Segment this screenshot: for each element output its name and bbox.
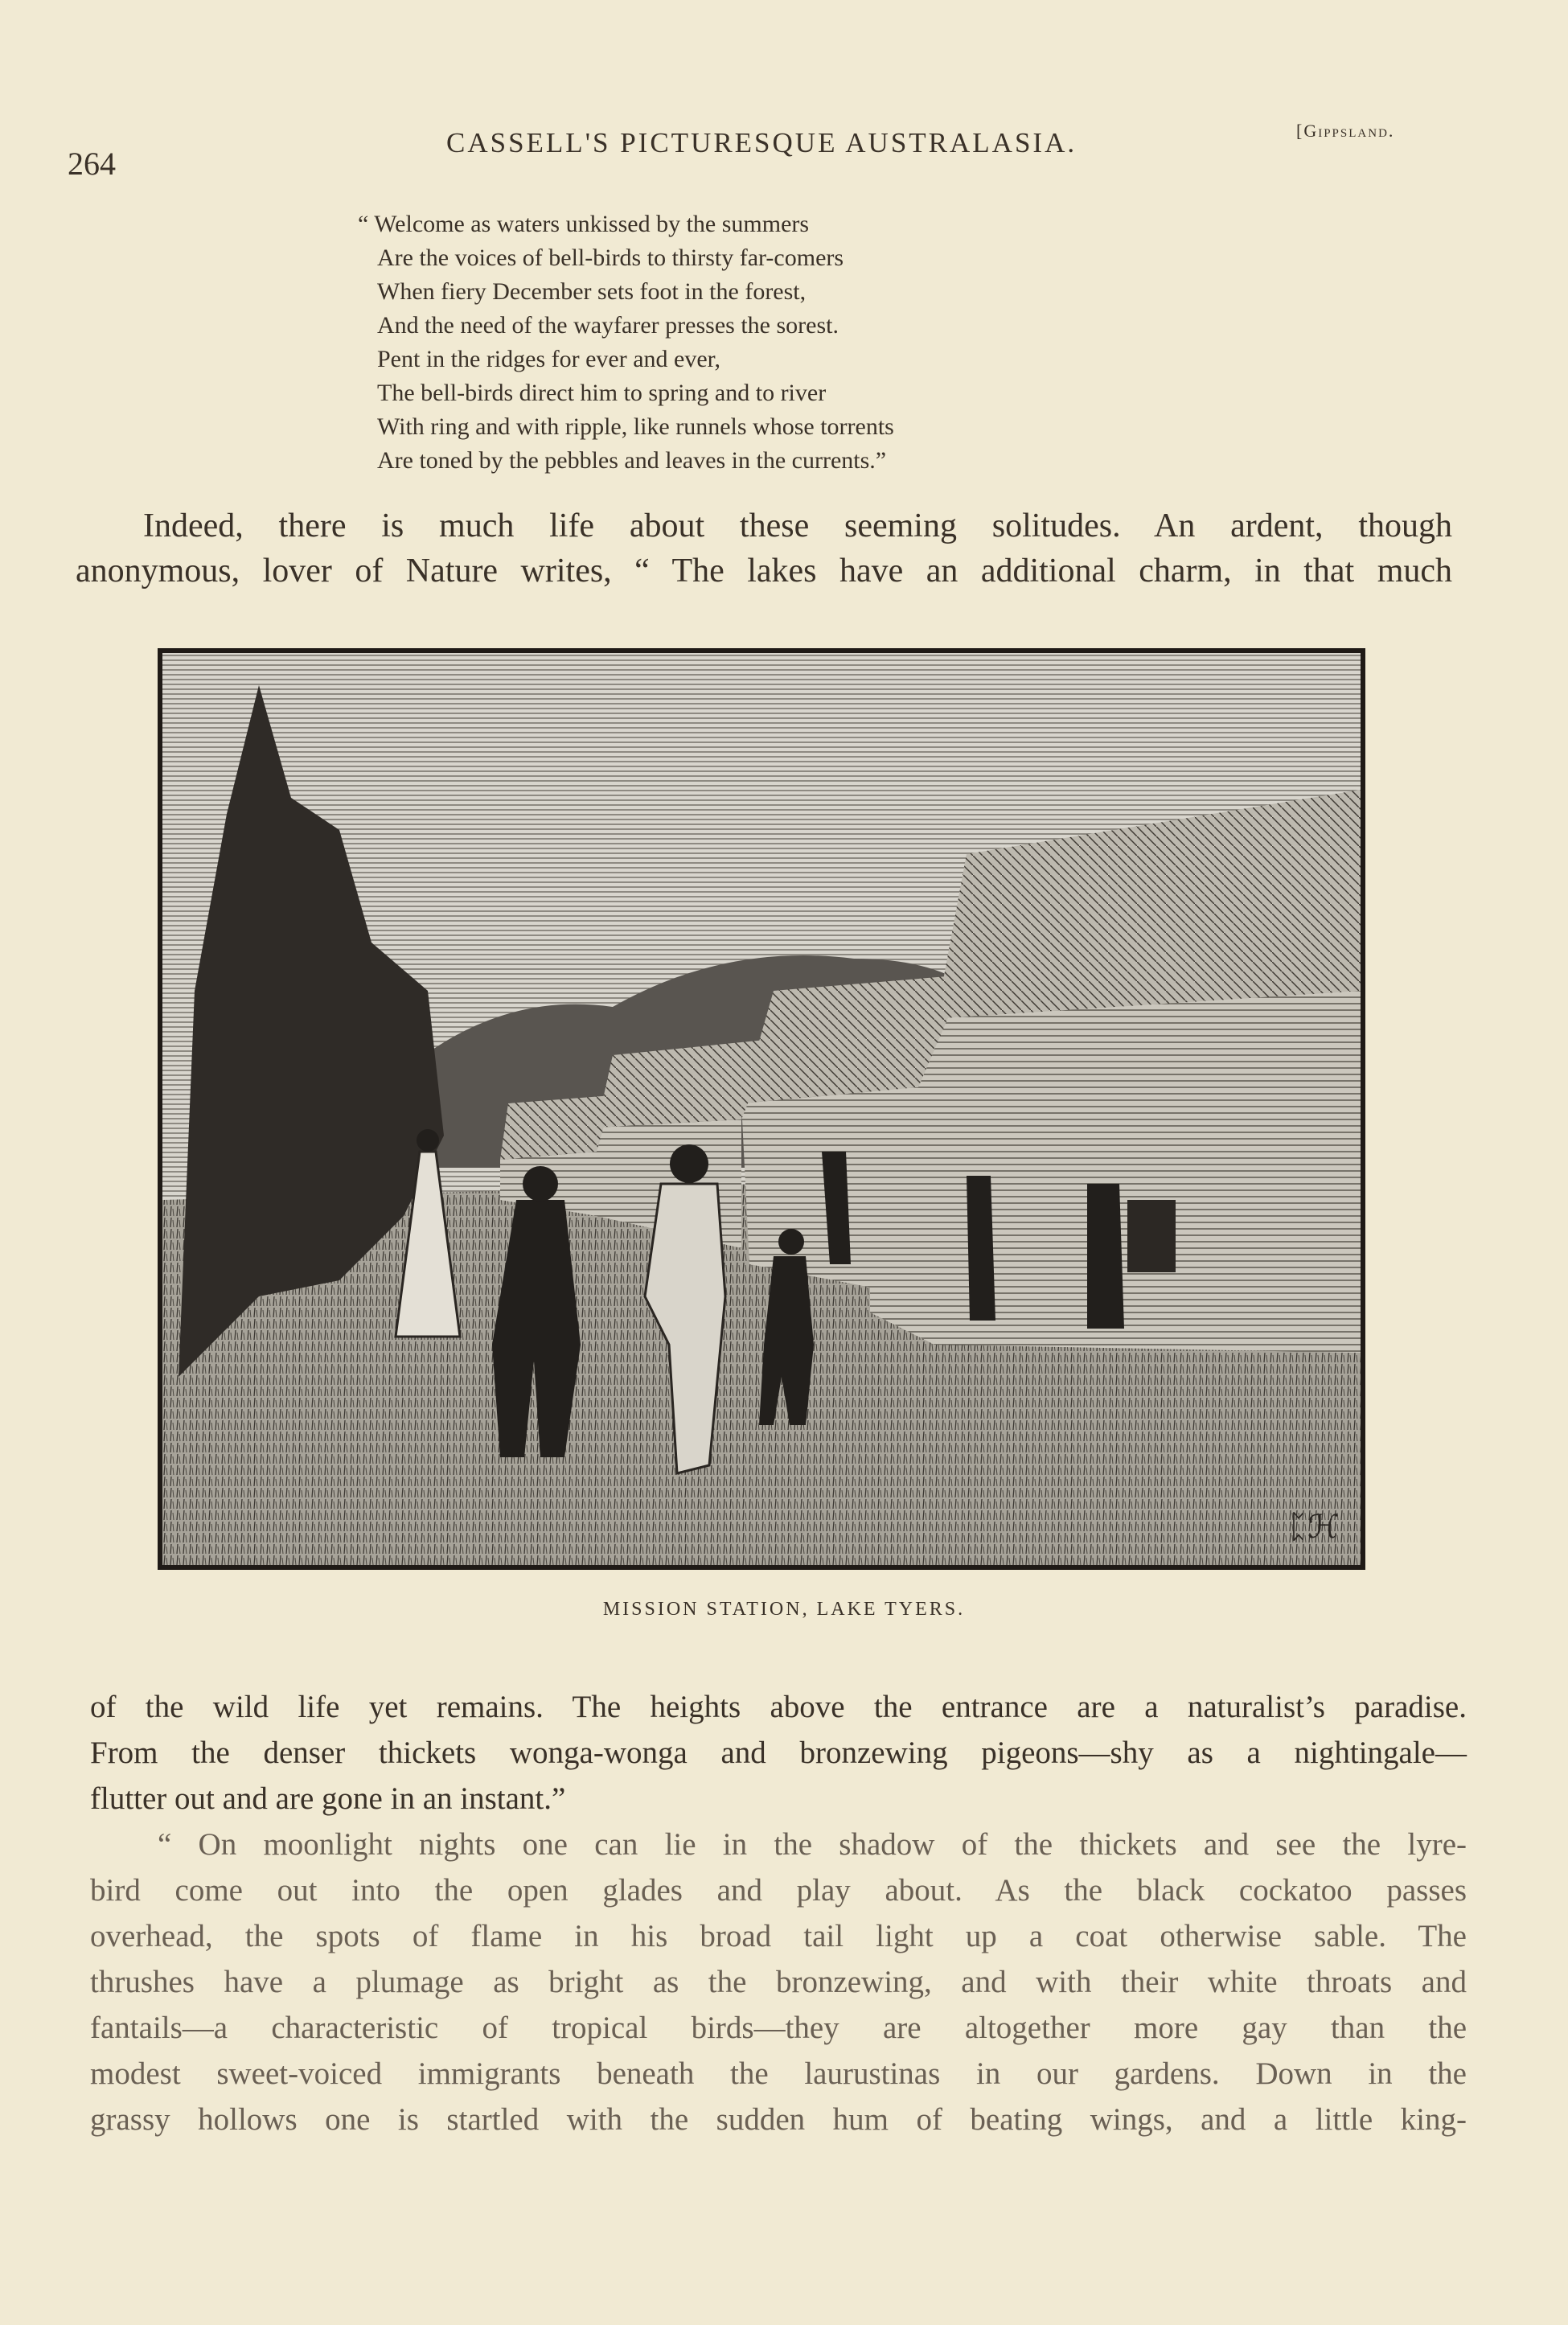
engraving-illustration xyxy=(158,648,1365,1570)
running-title: CASSELL'S PICTURESQUE AUSTRALASIA. xyxy=(446,127,1077,158)
verse-line: When fiery December sets foot in the forest, xyxy=(377,278,807,305)
text-line: Indeed, there is much life about these seeming solitudes. An ardent, though xyxy=(143,507,1452,544)
text-line: fantails—a characteristic of tropical birds—they are altogether more gay than the xyxy=(90,2011,1467,2045)
text-line: anonymous, lover of Nature writes, “ The lakes have an additional charm, in that much xyxy=(76,552,1452,589)
engraver-monogram: ᛈℋ xyxy=(1288,1509,1340,1545)
text-line: thrushes have a plumage as bright as the bronzewing, and with their white throats and xyxy=(90,1965,1467,1999)
verse-line: Are the voices of bell-birds to thirsty far-comers xyxy=(377,244,844,271)
intro-paragraph xyxy=(76,503,1452,594)
text-line: modest sweet-voiced immigrants beneath the laurustinas in our gardens. Down in the xyxy=(90,2056,1467,2091)
body-text xyxy=(90,1684,1467,2142)
page-number: 264 xyxy=(68,146,116,182)
verse-line: “ Welcome as waters unkissed by the summers xyxy=(358,211,810,237)
figure-caption: MISSION STATION, LAKE TYERS. xyxy=(602,1599,966,1620)
text-line: flutter out and are gone in an instant.” xyxy=(90,1781,566,1816)
verse-line: With ring and with ripple, like runnels whose torrents xyxy=(377,413,894,440)
text-line: overhead, the spots of flame in his broad tail light up a coat otherwise sable. The xyxy=(90,1919,1467,1953)
section-label: [Gippsland. xyxy=(1296,121,1395,141)
text-line: of the wild life yet remains. The heights above the entrance are a naturalist’s paradise. xyxy=(90,1690,1467,1724)
text-line: From the denser thickets wonga-wonga and bronzewing pigeons—shy as a nightingale— xyxy=(90,1736,1467,1770)
text-line: “ On moonlight nights one can lie in the shadow of the thickets and see the lyre- xyxy=(158,1827,1467,1862)
verse-line: The bell-birds direct him to spring and to river xyxy=(377,380,827,406)
engraving-scene xyxy=(162,653,1361,1565)
verse-line: Pent in the ridges for ever and ever, xyxy=(377,346,720,372)
verse-line: And the need of the wayfarer presses the sorest. xyxy=(377,312,839,339)
verse-line: Are toned by the pebbles and leaves in the currents.” xyxy=(377,447,887,474)
verse-block xyxy=(358,207,1082,478)
text-line: grassy hollows one is startled with the sudden hum of beating wings, and a little king- xyxy=(90,2102,1467,2137)
text-line: bird come out into the open glades and play about. As the black cockatoo passes xyxy=(90,1873,1467,1908)
